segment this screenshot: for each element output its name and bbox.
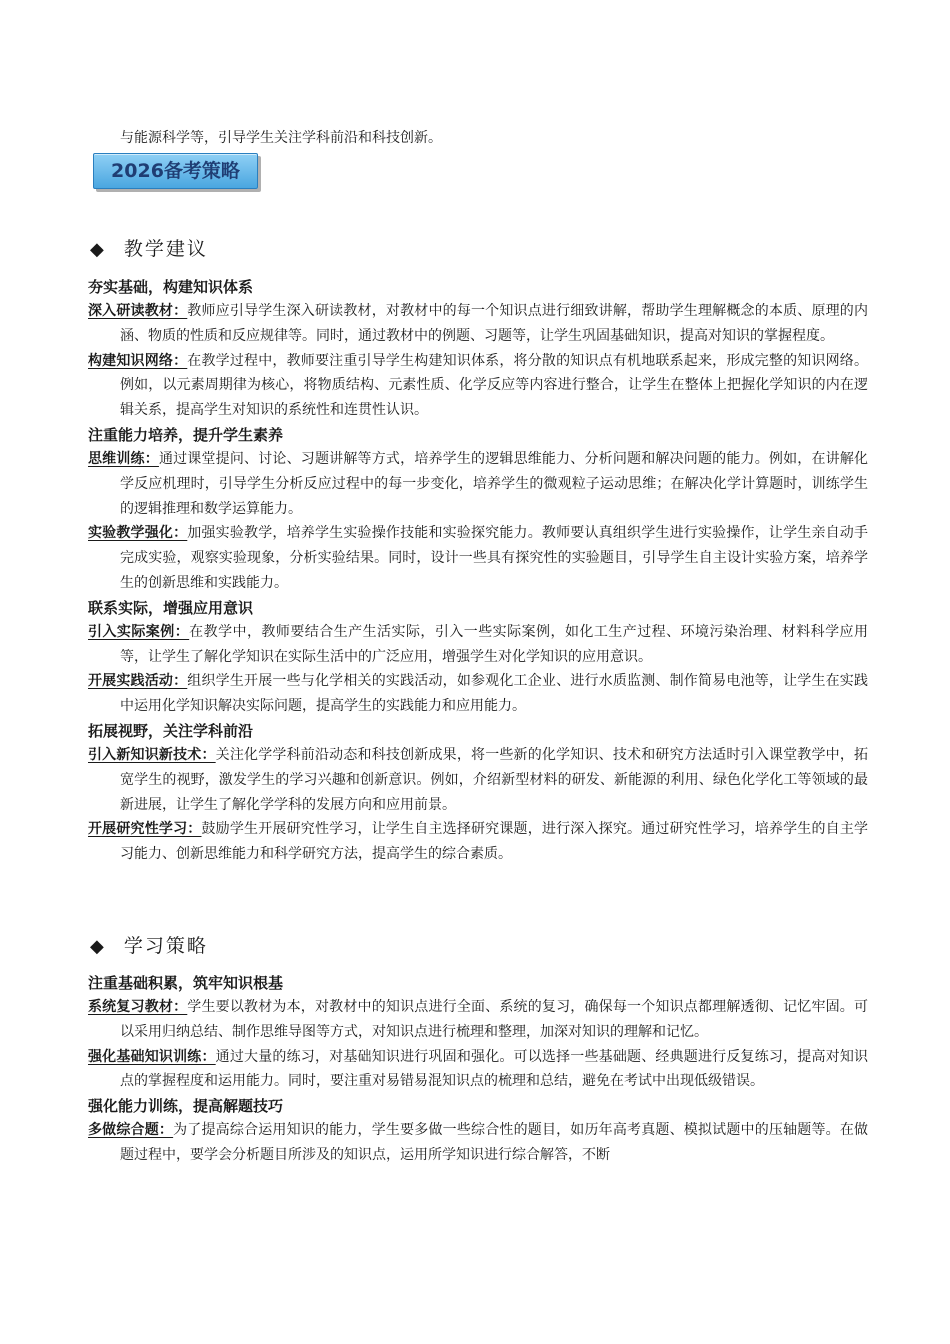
item-text: 鼓励学生开展研究性学习，让学生自主选择研究课题，进行深入探究。通过研究性学习，培养学生的自主学习能力、创新思维能力和科学研究方法，提高学生的综合素质。	[120, 821, 869, 863]
diamond-bullet-icon: ◆	[90, 239, 106, 260]
section-title: 学习策略	[123, 935, 208, 957]
item-text: 关注化学学科前沿动态和科技创新成果，将一些新的化学知识、技术和研究方法适时引入课堂教学中，拓宽学生的视野，激发学生的学习兴趣和创新意识。例如，介绍新型材料的研发、新能源的利用、绿色化学化工等领域的最新进展，让学生了解化学学科的发展方向和应用前景。	[120, 746, 869, 813]
group-heading: 强化能力训练，提高解题技巧	[88, 1097, 284, 1116]
group	[88, 971, 868, 1094]
group	[88, 275, 868, 423]
item-keyword: 构建知识网络：	[88, 352, 188, 369]
item-keyword: 思维训练：	[88, 450, 159, 467]
section-title: 教学建议	[123, 238, 208, 260]
section-banner: 2026备考策略	[93, 153, 258, 189]
section-body	[88, 971, 868, 1168]
list-item	[88, 817, 868, 867]
list-item	[88, 1045, 868, 1095]
list-item	[88, 447, 868, 521]
list-item	[88, 299, 868, 349]
item-keyword: 引入实际案例：	[88, 623, 190, 640]
group	[88, 1094, 868, 1168]
list-item	[88, 669, 868, 719]
list-item	[88, 349, 868, 423]
intro-line: 与能源科学等，引导学生关注学科前沿和科技创新。	[120, 130, 442, 146]
group-heading: 注重基础积累，筑牢知识根基	[88, 974, 284, 992]
list-item	[88, 1118, 868, 1168]
item-keyword: 深入研读教材：	[88, 303, 188, 319]
section-heading	[90, 933, 208, 960]
section-heading	[90, 236, 208, 263]
item-keyword: 引入新知识新技术：	[88, 746, 216, 763]
group-heading: 联系实际，增强应用意识	[88, 598, 254, 617]
item-text: 为了提高综合运用知识的能力，学生要多做一些综合性的题目，如历年高考真题、模拟试题中的压轴题等。在做题过程中，要学会分析题目所涉及的知识点，运用所学知识进行综合解答，不断	[120, 1122, 869, 1163]
item-text: 学生要以教材为本，对教材中的知识点进行全面、系统的复习，确保每一个知识点都理解透彻、记忆牢固。可以采用归纳总结、制作思维导图等方式，对知识点进行梳理和整理，加深对知识的理解和记忆。	[120, 999, 868, 1040]
item-keyword: 强化基础知识训练：	[88, 1048, 216, 1065]
list-item	[88, 620, 868, 670]
list-item	[88, 743, 868, 817]
item-text: 组织学生开展一些与化学相关的实践活动，如参观化工企业、进行水质监测、制作简易电池等，让学生在实践中运用化学知识解决实际问题，提高学生的实践能力和应用能力。	[120, 673, 868, 715]
item-text: 通过大量的练习，对基础知识进行巩固和强化。可以选择一些基础题、经典题进行反复练习，提高对知识点的掌握程度和运用能力。同时，要注重对易错易混知识点的梳理和总结，避免在考试中出现低级错误。	[120, 1048, 869, 1090]
list-item	[88, 521, 868, 595]
group	[88, 423, 868, 596]
diamond-bullet-icon: ◆	[90, 936, 106, 957]
group-heading: 夯实基础，构建知识体系	[88, 278, 254, 296]
item-text: 在教学过程中，教师要注重引导学生构建知识体系，将分散的知识点有机地联系起来，形成完整的知识网络。例如，以元素周期律为核心，将物质结构、元素性质、化学反应等内容进行整合，让学生在整体上把握化学知识的内在逻辑关系，提高学生对知识的系统性和连贯性认识。	[120, 352, 868, 419]
list-item	[88, 995, 868, 1045]
item-keyword: 系统复习教材：	[88, 999, 188, 1015]
item-keyword: 多做综合题：	[88, 1122, 174, 1139]
item-keyword: 开展研究性学习：	[88, 821, 202, 838]
group-heading: 拓展视野，关注学科前沿	[88, 721, 254, 740]
group-heading: 注重能力培养，提升学生素养	[88, 425, 284, 444]
group	[88, 719, 868, 867]
item-text: 在教学中，教师要结合生产生活实际，引入一些实际案例，如化工生产过程、环境污染治理、材料科学应用等，让学生了解化学知识在实际生活中的广泛应用，增强学生对化学知识的应用意识。	[120, 623, 868, 665]
group	[88, 596, 868, 719]
item-keyword: 实验教学强化：	[88, 525, 188, 542]
item-text: 加强实验教学，培养学生实验操作技能和实验探究能力。教师要认真组织学生进行实验操作，让学生亲自动手完成实验，观察实验现象，分析实验结果。同时，设计一些具有探究性的实验题目，引导学生自主设计实验方案，培养学生的创新思维和实践能力。	[120, 525, 868, 591]
item-text: 教师应引导学生深入研读教材，对教材中的每一个知识点进行细致讲解，帮助学生理解概念的本质、原理的内涵、物质的性质和反应规律等。同时，通过教材中的例题、习题等，让学生巩固基础知识，提高对知识的掌握程度。	[120, 303, 868, 344]
item-keyword: 开展实践活动：	[88, 673, 188, 690]
item-text: 通过课堂提问、讨论、习题讲解等方式，培养学生的逻辑思维能力、分析问题和解决问题的能力。例如，在讲解化学反应机理时，引导学生分析反应过程中的每一步变化，培养学生的微观粒子运动思维；在解决化学计算题时，训练学生的逻辑推理和数学运算能力。	[120, 450, 869, 517]
section-body	[88, 275, 868, 867]
